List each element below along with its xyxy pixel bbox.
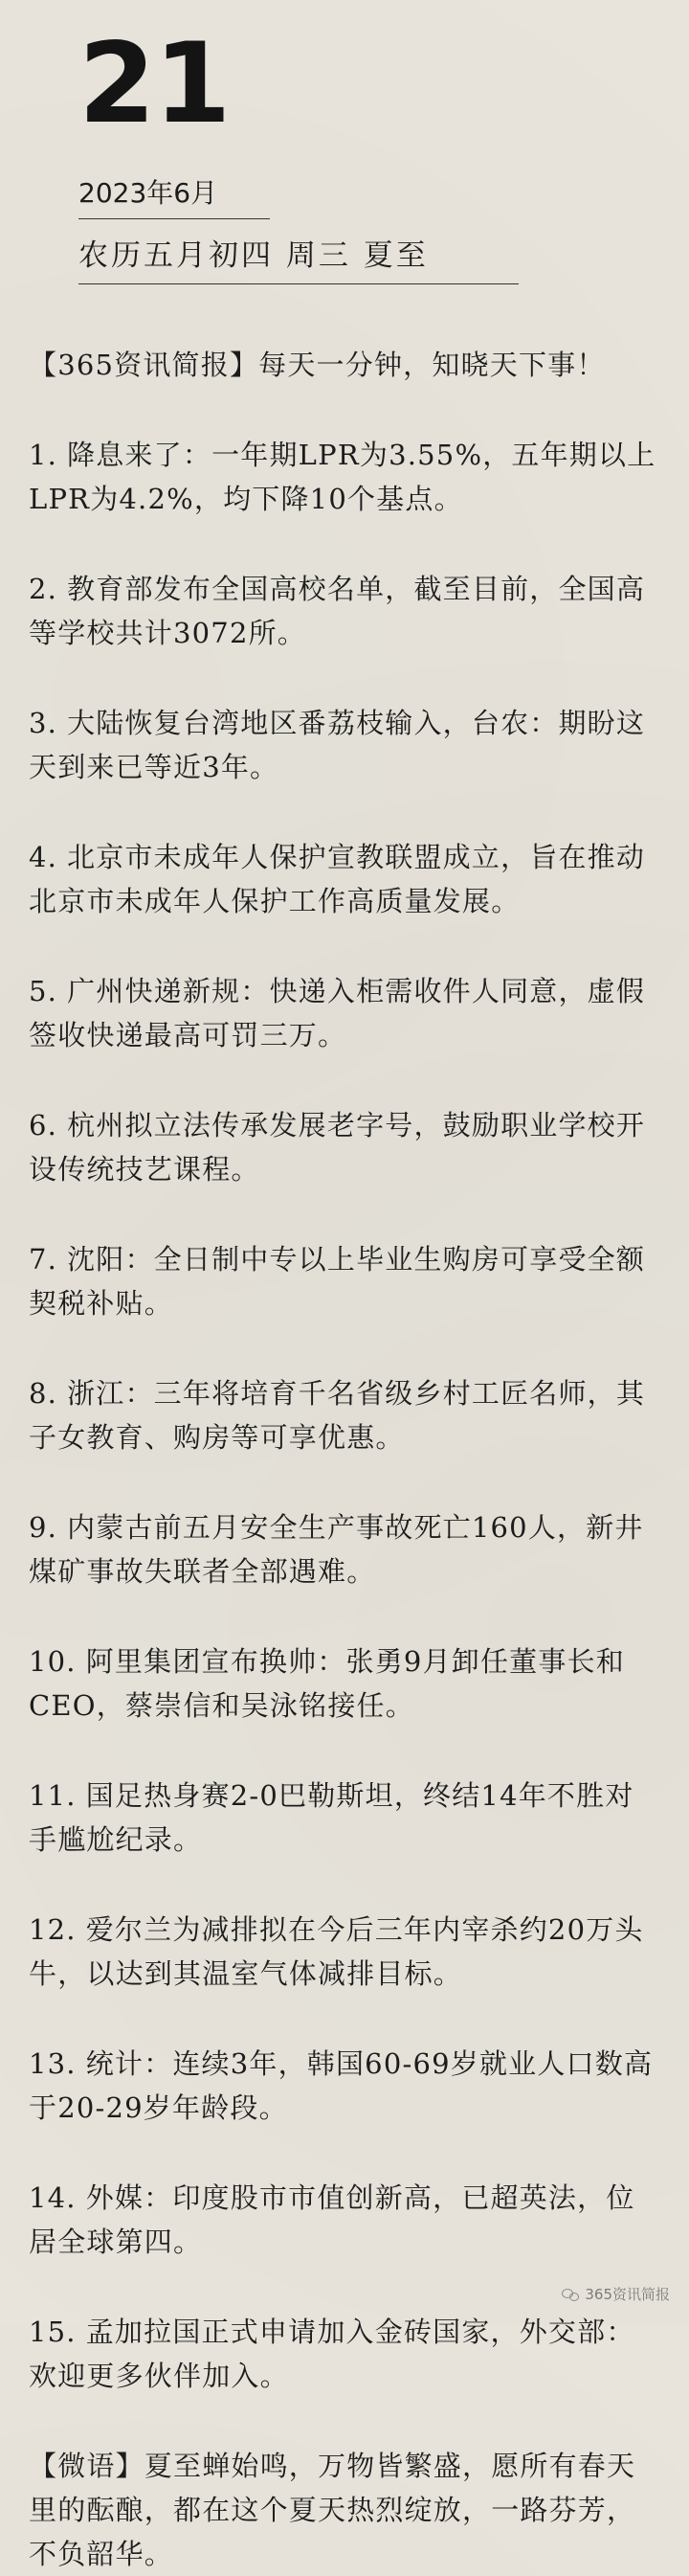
news-text: 阿里集团宣布换帅：张勇9月卸任董事长和CEO，蔡崇信和吴泳铭接任。 <box>29 1645 625 1722</box>
news-text: 内蒙古前五月安全生产事故死亡160人，新井煤矿事故失联者全部遇难。 <box>29 1511 644 1588</box>
wechat-icon <box>562 2288 579 2301</box>
news-item <box>29 1237 660 1325</box>
closing-quote: 【微语】夏至蝉始鸣，万物皆繁盛，愿所有春天里的酝酿，都在这个夏天热烈绽放，一路芬芳，不负韶华。 <box>29 2450 636 2570</box>
news-number: 7. <box>29 1243 58 1276</box>
news-item <box>29 969 660 1057</box>
news-number: 4. <box>29 841 58 873</box>
news-item <box>29 1505 660 1593</box>
lunar-date: 农历五月初四 周三 夏至 <box>78 231 519 284</box>
news-number: 14. <box>29 2181 77 2214</box>
news-text: 教育部发布全国高校名单，截至目前，全国高等学校共计3072所。 <box>29 573 646 649</box>
news-number: 3. <box>29 707 58 739</box>
news-number: 2. <box>29 573 58 605</box>
news-item <box>29 1371 660 1459</box>
news-text: 沈阳：全日制中专以上毕业生购房可享受全额契税补贴。 <box>29 1243 646 1320</box>
news-text: 孟加拉国正式申请加入金砖国家，外交部：欢迎更多伙伴加入。 <box>29 2316 635 2392</box>
news-number: 10. <box>29 1645 77 1678</box>
watermark <box>562 2284 670 2304</box>
news-content <box>29 343 660 2576</box>
news-text: 北京市未成年人保护宣教联盟成立，旨在推动北京市未成年人保护工作高质量发展。 <box>29 841 646 917</box>
news-text: 爱尔兰为减排拟在今后三年内宰杀约20万头牛，以达到其温室气体减排目标。 <box>29 1913 644 1990</box>
news-item <box>29 1639 660 1728</box>
news-item <box>29 2176 660 2264</box>
news-number: 1. <box>29 439 58 471</box>
news-number: 11. <box>29 1779 77 1812</box>
news-text: 统计：连续3年，韩国60-69岁就业人口数高于20-29岁年龄段。 <box>29 2047 654 2124</box>
news-item <box>29 2310 660 2398</box>
news-item <box>29 701 660 789</box>
news-number: 6. <box>29 1109 58 1141</box>
news-text: 国足热身赛2-0巴勒斯坦，终结14年不胜对手尴尬纪录。 <box>29 1779 634 1856</box>
intro-text: 【365资讯简报】每天一分钟，知晓天下事！ <box>29 349 606 381</box>
day-number: 21 <box>78 19 230 148</box>
news-number: 13. <box>29 2047 77 2080</box>
news-list <box>29 433 660 2398</box>
news-text: 广州快递新规：快递入柜需收件人同意，虚假签收快递最高可罚三万。 <box>29 975 646 1051</box>
news-number: 9. <box>29 1511 58 1544</box>
news-text: 浙江：三年将培育千名省级乡村工匠名师，其子女教育、购房等可享优惠。 <box>29 1377 646 1454</box>
news-text: 外媒：印度股市市值创新高，已超英法，位居全球第四。 <box>29 2181 635 2258</box>
news-item <box>29 2042 660 2130</box>
news-item <box>29 835 660 923</box>
news-number: 15. <box>29 2316 77 2348</box>
news-number: 5. <box>29 975 58 1007</box>
news-number: 12. <box>29 1913 77 1946</box>
news-number: 8. <box>29 1377 58 1410</box>
news-text: 大陆恢复台湾地区番荔枝输入，台农：期盼这天到来已等近3年。 <box>29 707 646 783</box>
news-text: 降息来了：一年期LPR为3.55%，五年期以上LPR为4.2%，均下降10个基点。 <box>29 439 656 515</box>
year-month: 2023年6月 <box>78 172 270 219</box>
news-item <box>29 567 660 655</box>
news-item <box>29 1908 660 1996</box>
news-item <box>29 1774 660 1862</box>
news-item <box>29 1103 660 1191</box>
watermark-text: 365资讯简报 <box>585 2286 670 2303</box>
date-header <box>78 19 519 284</box>
news-item <box>29 433 660 521</box>
news-text: 杭州拟立法传承发展老字号，鼓励职业学校开设传统技艺课程。 <box>29 1109 646 1186</box>
